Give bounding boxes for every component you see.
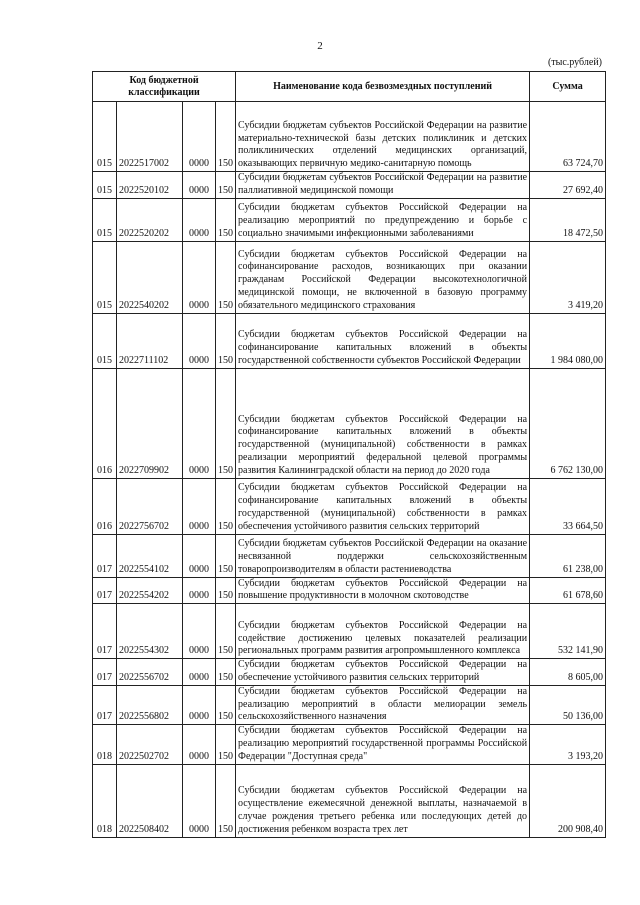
budget-admin-code: 018 [93, 764, 117, 837]
table-row [93, 577, 606, 604]
budget-code: 2022540202 [117, 241, 183, 313]
budget-subcode: 0000 [183, 198, 216, 241]
revenue-name: Субсидии бюджетам субъектов Российской Федерации на реализацию мероприятий в области мелиорации земель сельскохозяйственного назначения [236, 685, 530, 724]
budget-code: 2022502702 [117, 725, 183, 764]
budget-code: 2022508402 [117, 764, 183, 837]
budget-subcode: 0000 [183, 604, 216, 659]
revenue-sum: 61 678,60 [530, 577, 606, 604]
revenue-sum: 532 141,90 [530, 604, 606, 659]
budget-admin-code: 017 [93, 659, 117, 686]
budget-code: 2022554202 [117, 577, 183, 604]
budget-kosgu: 150 [216, 604, 236, 659]
table-row [93, 313, 606, 368]
budget-subcode: 0000 [183, 102, 216, 172]
budget-code: 2022520102 [117, 172, 183, 199]
budget-kosgu: 150 [216, 102, 236, 172]
revenue-name: Субсидии бюджетам субъектов Российской Федерации на развитие материально-технической базы детских поликлиник и детских поликлинических отделений медицинских организаций, оказывающих первичную медико-санитарную помощь [236, 102, 530, 172]
budget-code: 2022711102 [117, 313, 183, 368]
revenue-sum: 50 136,00 [530, 685, 606, 724]
budget-kosgu: 150 [216, 764, 236, 837]
budget-admin-code: 018 [93, 725, 117, 764]
budget-code: 2022556802 [117, 685, 183, 724]
table-row [93, 685, 606, 724]
revenue-name: Субсидии бюджетам субъектов Российской Федерации на развитие паллиативной медицинской помощи [236, 172, 530, 199]
revenue-name: Субсидии бюджетам субъектов Российской Федерации на софинансирование расходов, возникающих при оказании гражданам Российской Федерации высокотехнологичной медицинской помощи, не включенной в базовую программу обязательного медицинского страхования [236, 241, 530, 313]
budget-subcode: 0000 [183, 534, 216, 577]
budget-admin-code: 016 [93, 368, 117, 478]
budget-subcode: 0000 [183, 241, 216, 313]
budget-kosgu: 150 [216, 725, 236, 764]
revenue-sum: 33 664,50 [530, 478, 606, 534]
table-row [93, 241, 606, 313]
table-row [93, 604, 606, 659]
budget-kosgu: 150 [216, 198, 236, 241]
budget-code: 2022520202 [117, 198, 183, 241]
budget-kosgu: 150 [216, 368, 236, 478]
table-row [93, 764, 606, 837]
budget-subcode: 0000 [183, 725, 216, 764]
revenue-sum: 63 724,70 [530, 102, 606, 172]
budget-subcode: 0000 [183, 172, 216, 199]
budget-kosgu: 150 [216, 172, 236, 199]
budget-code: 2022554102 [117, 534, 183, 577]
table-row [93, 102, 606, 172]
revenue-name: Субсидии бюджетам субъектов Российской Федерации на софинансирование капитальных вложений в объекты государственной (муниципальной) собственности в рамках реализации мероприятий федеральной целевой программы развития Калининградской области на период до 2020 года [236, 368, 530, 478]
table-row [93, 172, 606, 199]
table-row [93, 198, 606, 241]
revenue-name: Субсидии бюджетам субъектов Российской Федерации на софинансирование капитальных вложений в объекты государственной собственности субъектов Российской Федерации [236, 313, 530, 368]
revenue-name: Субсидии бюджетам субъектов Российской Федерации на повышение продуктивности в молочном скотоводстве [236, 577, 530, 604]
revenue-name: Субсидии бюджетам субъектов Российской Федерации на содействие достижению целевых показателей реализации региональных программ развития агропромышленного комплекса [236, 604, 530, 659]
budget-admin-code: 017 [93, 534, 117, 577]
table-row [93, 368, 606, 478]
revenue-sum: 8 605,00 [530, 659, 606, 686]
revenue-sum: 61 238,00 [530, 534, 606, 577]
table-row [93, 659, 606, 686]
budget-admin-code: 016 [93, 478, 117, 534]
budget-admin-code: 017 [93, 577, 117, 604]
unit-label: (тыс.рублей) [547, 57, 602, 68]
budget-kosgu: 150 [216, 577, 236, 604]
budget-admin-code: 017 [93, 604, 117, 659]
revenue-name: Субсидии бюджетам субъектов Российской Федерации на софинансирование капитальных вложений в объекты государственной (муниципальной) собственности в рамках обеспечения устойчивого развития сельских территорий [236, 478, 530, 534]
revenue-sum: 3 419,20 [530, 241, 606, 313]
budget-subcode: 0000 [183, 685, 216, 724]
header-sum: Сумма [530, 72, 606, 102]
budget-kosgu: 150 [216, 241, 236, 313]
revenue-name: Субсидии бюджетам субъектов Российской Федерации на обеспечение устойчивого развития сельских территорий [236, 659, 530, 686]
header-code: Код бюджетной классификации [93, 72, 236, 102]
revenue-sum: 27 692,40 [530, 172, 606, 199]
budget-admin-code: 015 [93, 198, 117, 241]
budget-code: 2022709902 [117, 368, 183, 478]
revenue-sum: 18 472,50 [530, 198, 606, 241]
table-row [93, 534, 606, 577]
table-row [93, 725, 606, 764]
budget-subcode: 0000 [183, 659, 216, 686]
budget-kosgu: 150 [216, 313, 236, 368]
budget-admin-code: 015 [93, 102, 117, 172]
budget-code: 2022517002 [117, 102, 183, 172]
budget-subcode: 0000 [183, 577, 216, 604]
budget-code: 2022756702 [117, 478, 183, 534]
budget-kosgu: 150 [216, 685, 236, 724]
revenue-sum: 6 762 130,00 [530, 368, 606, 478]
revenue-sum: 1 984 080,00 [530, 313, 606, 368]
table-row [93, 478, 606, 534]
budget-admin-code: 015 [93, 313, 117, 368]
table-header-row [93, 72, 606, 102]
budget-code: 2022554302 [117, 604, 183, 659]
budget-subcode: 0000 [183, 764, 216, 837]
revenue-name: Субсидии бюджетам субъектов Российской Федерации на осуществление ежемесячной денежной выплаты, назначаемой в случае рождения третьего ребенка или последующих детей до достижения ребенком возраста трех лет [236, 764, 530, 837]
budget-admin-code: 015 [93, 241, 117, 313]
table-body [93, 102, 606, 838]
budget-admin-code: 017 [93, 685, 117, 724]
revenue-sum: 3 193,20 [530, 725, 606, 764]
revenue-sum: 200 908,40 [530, 764, 606, 837]
header-name: Наименование кода безвозмездных поступлений [236, 72, 530, 102]
budget-code: 2022556702 [117, 659, 183, 686]
budget-kosgu: 150 [216, 478, 236, 534]
budget-subcode: 0000 [183, 478, 216, 534]
budget-kosgu: 150 [216, 659, 236, 686]
page-number: 2 [317, 40, 323, 52]
revenue-name: Субсидии бюджетам субъектов Российской Федерации на реализацию мероприятий по предупреждению и борьбе с социально значимыми инфекционными заболеваниями [236, 198, 530, 241]
budget-subcode: 0000 [183, 313, 216, 368]
budget-subcode: 0000 [183, 368, 216, 478]
revenue-name: Субсидии бюджетам субъектов Российской Федерации на оказание несвязанной поддержки сельскохозяйственным товаропроизводителям в области растениеводства [236, 534, 530, 577]
budget-table [92, 71, 606, 838]
budget-kosgu: 150 [216, 534, 236, 577]
budget-admin-code: 015 [93, 172, 117, 199]
revenue-name: Субсидии бюджетам субъектов Российской Федерации на реализацию мероприятий государственной программы Российской Федерации "Доступная среда" [236, 725, 530, 764]
